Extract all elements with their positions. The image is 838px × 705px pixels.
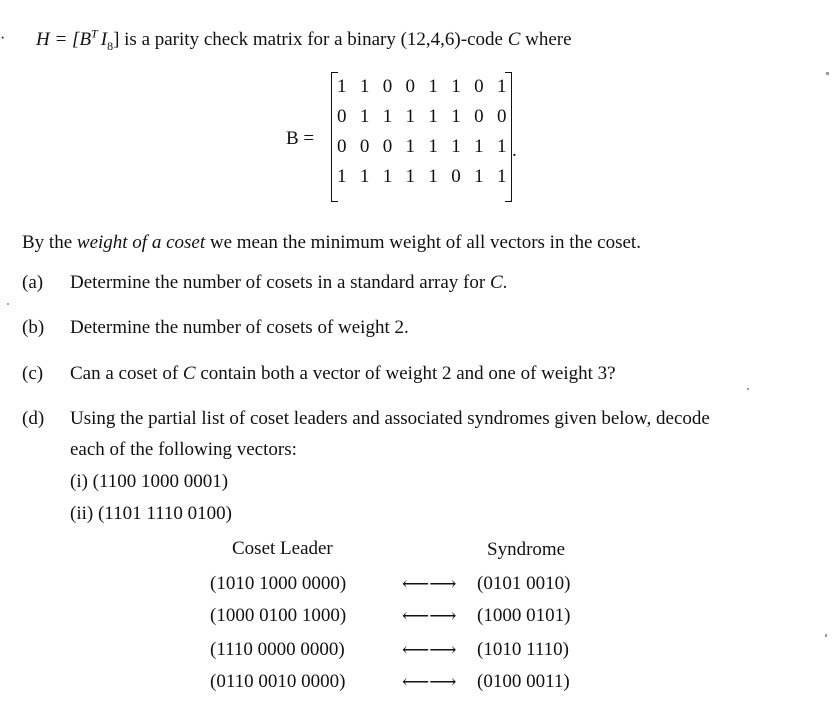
scan-speck [826, 72, 829, 75]
syndrome-cell: (1000 0101) [477, 605, 571, 626]
coset-leader-cell: (1000 0100 1000) [210, 605, 347, 626]
code-symbol: C [507, 29, 521, 50]
question-d-line2: each of the following vectors: [70, 439, 297, 460]
identity-subscript: 8 [107, 38, 114, 53]
b-symbol: B [79, 29, 92, 50]
scan-speck [747, 388, 749, 390]
definition-emphasis: weight of a coset [76, 232, 206, 253]
syndrome-header: Syndrome [487, 539, 566, 560]
question-d-line1: Using the partial list of coset leaders and associated syndromes given below, decode [70, 408, 710, 429]
problem-intro [36, 28, 572, 52]
matrix-label: B = [286, 128, 315, 149]
scan-speck [825, 634, 827, 637]
question-c-text: Can a coset of C contain both a vector of weight 2 and one of weight 3? [70, 363, 616, 384]
question-d-label: (d) [22, 408, 45, 429]
syndrome-cell: (1010 1110) [477, 639, 569, 660]
coset-leader-cell: (1110 0000 0000) [210, 639, 345, 660]
vector-i: (i) (1100 1000 0001) [70, 471, 229, 492]
matrix-row: 0 1 1 1 1 1 0 0 [337, 106, 511, 127]
question-b-text: Determine the number of cosets of weight 2. [70, 317, 409, 338]
question-b-label: (b) [22, 317, 45, 338]
intro-tail: where [520, 29, 572, 50]
coset-leader-header: Coset Leader [232, 538, 333, 559]
correspondence-arrow: ⟵⟶ [402, 640, 457, 661]
coset-weight-definition: By the weight of a coset we mean the minimum weight of all vectors in the coset. [22, 232, 641, 253]
h-symbol: H = [ [36, 29, 80, 50]
matrix-period: . [512, 140, 517, 161]
vector-ii: (ii) (1101 1110 0100) [70, 503, 233, 524]
matrix-row: 1 1 0 0 1 1 0 1 [337, 76, 511, 97]
identity-symbol: I [100, 29, 108, 50]
correspondence-arrow: ⟵⟶ [402, 574, 457, 595]
scan-speck [7, 303, 9, 305]
question-a-text: Determine the number of cosets in a standard array for C. [70, 272, 508, 293]
bullet-mark: · [0, 30, 6, 47]
question-a-label: (a) [22, 272, 44, 293]
coset-leader-cell: (1010 1000 0000) [210, 573, 347, 594]
correspondence-arrow: ⟵⟶ [402, 606, 457, 627]
correspondence-arrow: ⟵⟶ [402, 672, 457, 693]
matrix-row: 1 1 1 1 1 0 1 1 [337, 166, 511, 187]
intro-text: ] is a parity check matrix for a binary (12,4,6)-code [113, 29, 508, 50]
syndrome-cell: (0101 0010) [477, 573, 571, 594]
question-c-label: (c) [22, 363, 44, 384]
matrix-row: 0 0 0 1 1 1 1 1 [337, 136, 511, 157]
coset-leader-cell: (0110 0010 0000) [210, 671, 346, 692]
syndrome-cell: (0100 0011) [477, 671, 570, 692]
transpose-sup: T [91, 26, 98, 41]
